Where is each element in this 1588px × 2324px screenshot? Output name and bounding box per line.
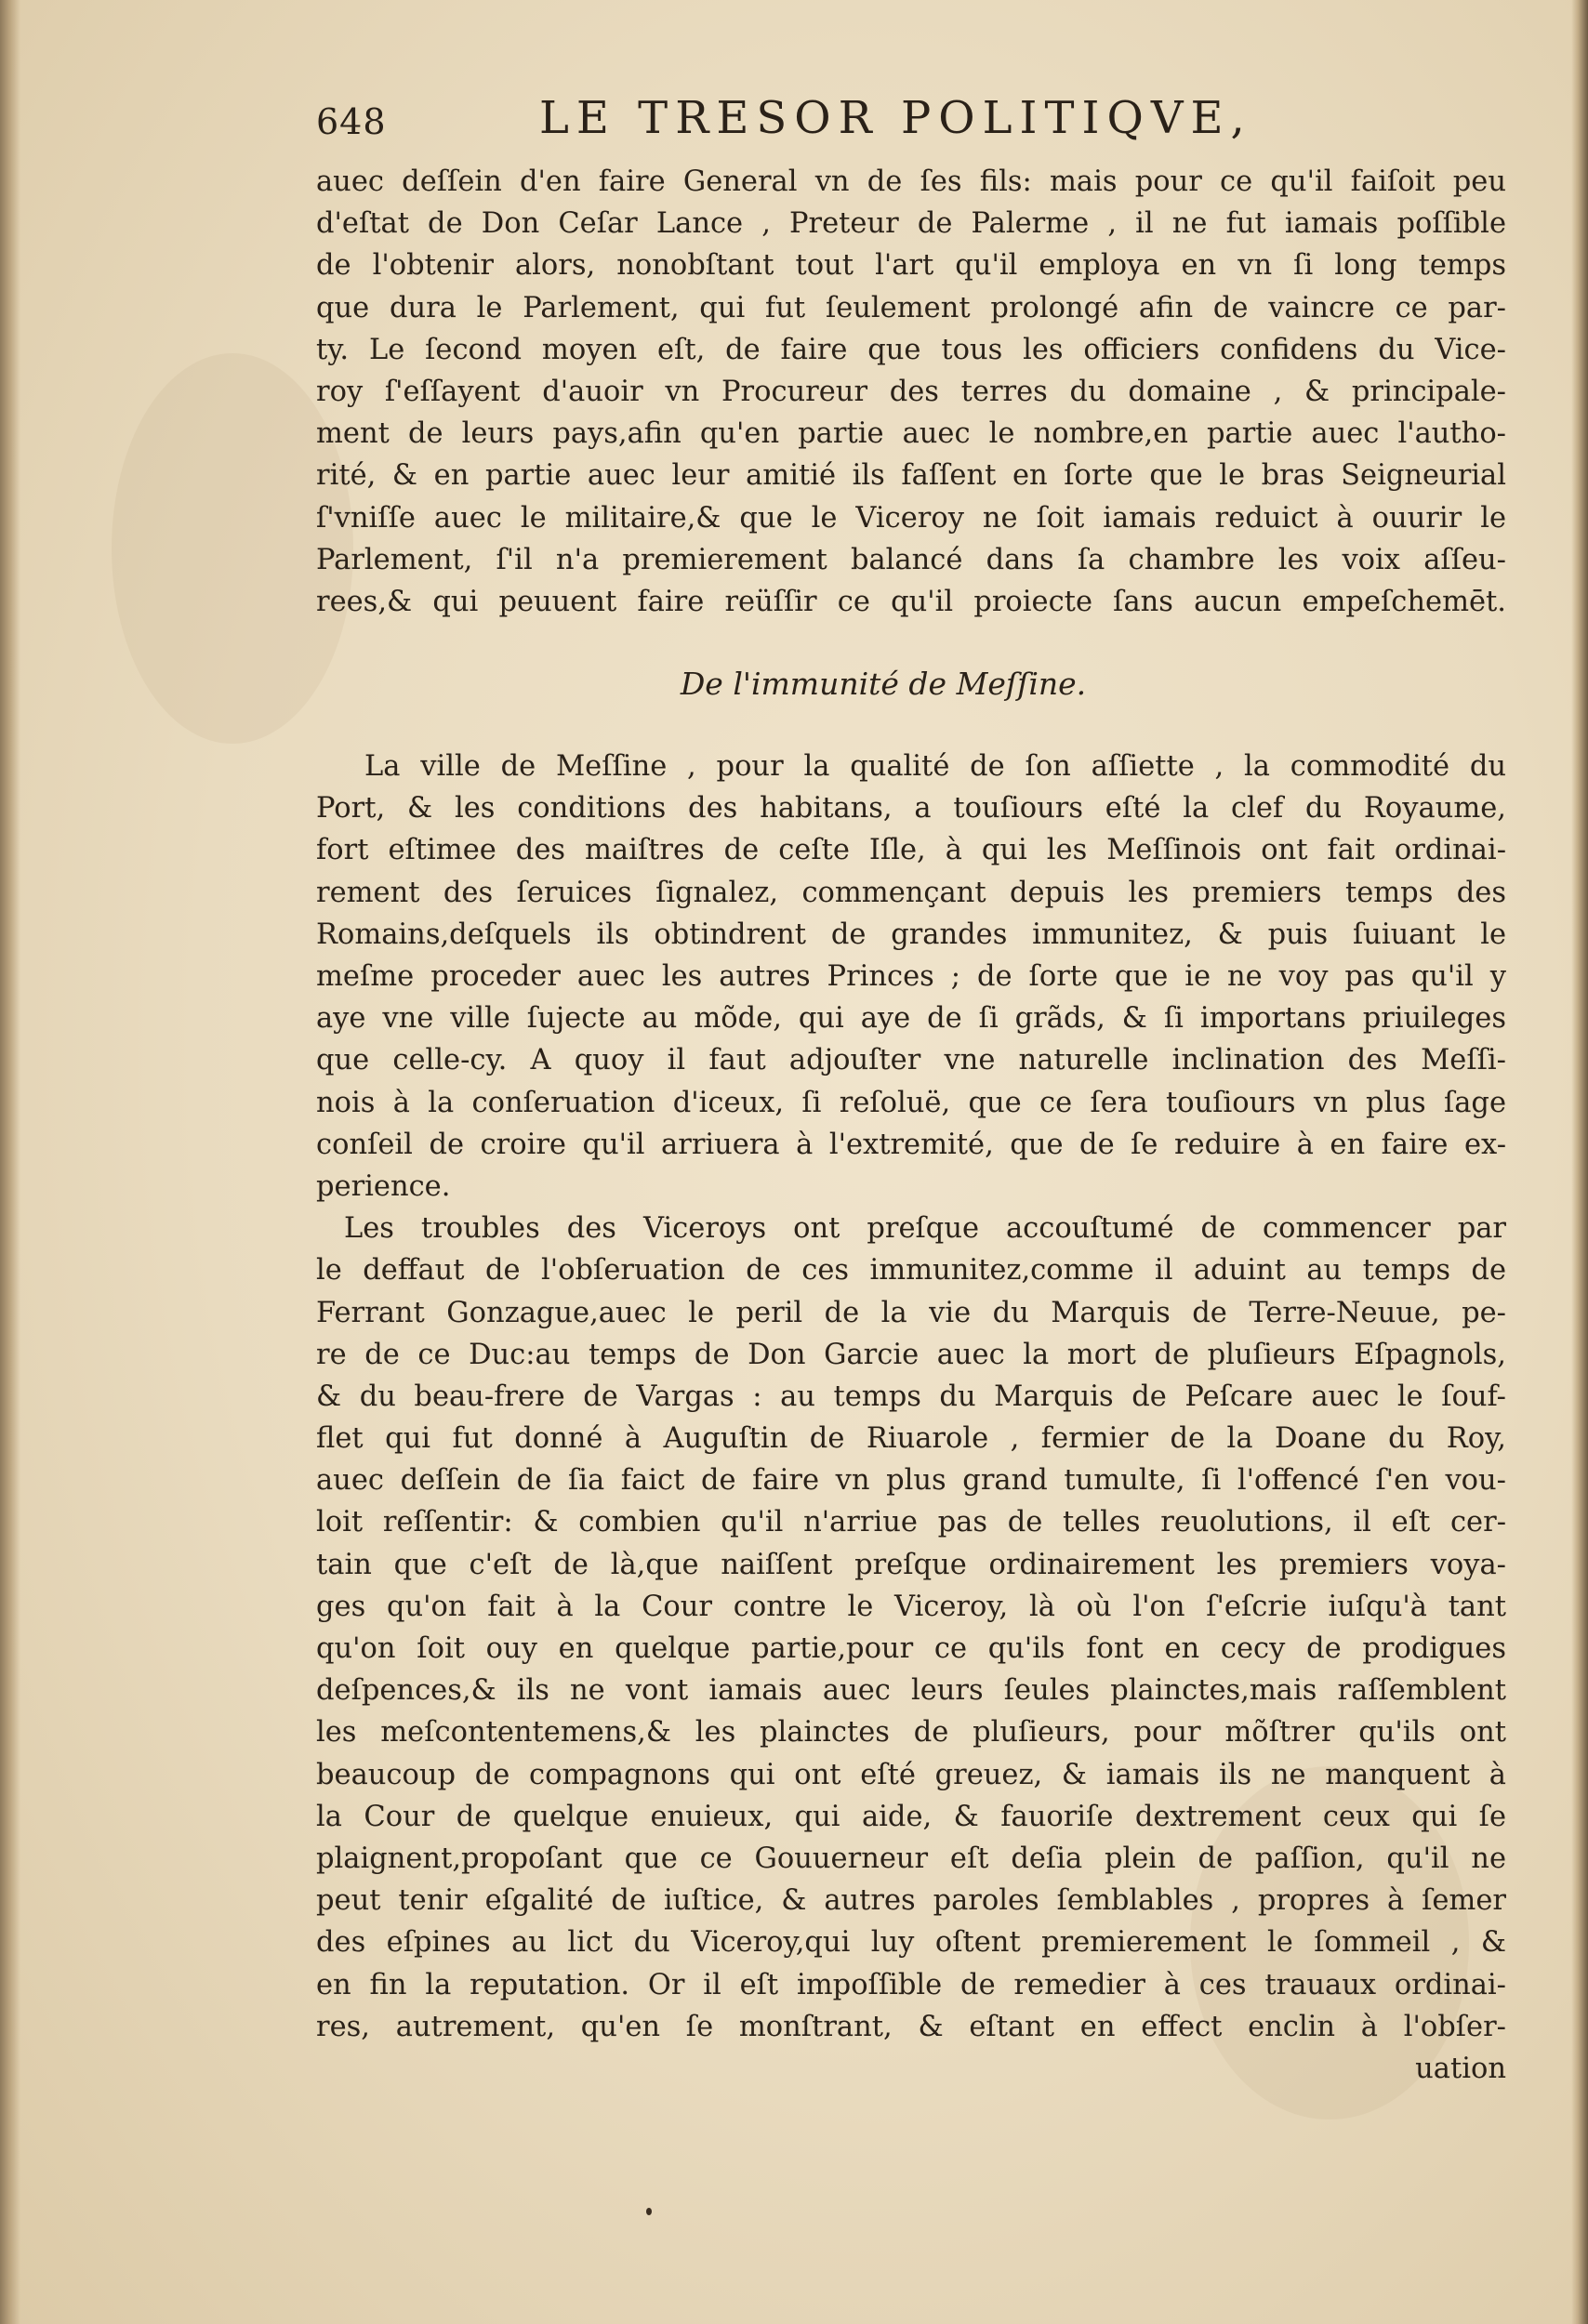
text-line: des eſpines au lict du Viceroy,qui luy oſtent premierement le ſommeil , & — [316, 1926, 1506, 1960]
paragraph-3 — [316, 1208, 1506, 2048]
text-line: deſpences,& ils ne vont iamais auec leurs ſeules plainctes,mais raſſemblent — [316, 1674, 1506, 1708]
text-line: le deffaut de l'obſeruation de ces immunitez,comme il aduint au temps de — [316, 1254, 1506, 1287]
running-head — [316, 88, 1506, 161]
text-line: d'eſtat de Don Ceſar Lance , Preteur de Palerme , il ne fut iamais poſſible — [316, 207, 1506, 241]
text-line: auec deſſein de ſia faict de faire vn plus grand tumulte, ſi l'offencé ſ'en vou- — [316, 1464, 1506, 1498]
text-line: fort eſtimee des maiſtres de ceſte Iſle, à qui les Meſſinois ont fait ordinai- — [316, 834, 1506, 867]
text-line: roy ſ'eſſayent d'auoir vn Procureur des terres du domaine , & principale- — [316, 375, 1506, 408]
text-line: Romains,deſquels ils obtindrent de grandes immunitez, & puis ſuiuant le — [316, 918, 1506, 951]
paragraph-1 — [316, 161, 1506, 623]
text-line: rité, & en partie auec leur amitié ils faſſent en ſorte que le bras Seigneurial — [316, 459, 1506, 493]
text-line: auec deſſein d'en faire General vn de ſes fils: mais pour ce qu'il faiſoit peu — [316, 165, 1506, 198]
text-line: loit reſſentir: & combien qu'il n'arriue pas de telles reuolutions, il eſt cer- — [316, 1506, 1506, 1539]
text-line: aye vne ville ſujecte au mõde, qui aye de ſi grãds, & ſi importans priuileges — [316, 1002, 1506, 1036]
ink-spot — [646, 2208, 652, 2215]
text-line: Parlement, ſ'il n'a premierement balancé dans ſa chambre les voix aſſeu- — [316, 543, 1506, 576]
text-line: en fin la reputation. Or il eſt impoſſible de remedier à ces trauaux ordinai- — [316, 1968, 1506, 2001]
text-line: peut tenir eſgalité de iuſtice, & autres paroles ſemblables , propres à ſemer — [316, 1884, 1506, 1918]
text-line: ment de leurs pays,afin qu'en partie auec le nombre,en partie auec l'autho- — [316, 417, 1506, 451]
text-line: qu'on ſoit ouy en quelque partie,pour ce qu'ils font en cecy de prodigues — [316, 1632, 1506, 1665]
text-line: Port, & les conditions des habitans, a touſiours eſté la clef du Royaume, — [316, 792, 1506, 825]
text-line: conſeil de croire qu'il arriuera à l'extremité, que de ſe reduire à en faire ex- — [316, 1128, 1506, 1161]
text-line: que celle-cy. A quoy il faut adjouſter vne naturelle inclination des Meſſi- — [316, 1044, 1506, 1077]
paragraph-2 — [316, 746, 1506, 1208]
text-line: ty. Le ſecond moyen eſt, de faire que tous les officiers confidens du Vice- — [316, 333, 1506, 366]
text-line: la Cour de quelque enuieux, qui aide, & fauoriſe dextrement ceux qui ſe — [316, 1800, 1506, 1833]
text-line: meſme proceder auec les autres Princes ; de ſorte que ie ne voy pas qu'il y — [316, 960, 1506, 993]
text-line: beaucoup de compagnons qui ont eſté greuez, & iamais ils ne manquent à — [316, 1758, 1506, 1791]
text-line: rees,& qui peuuent faire reüſſir ce qu'il proiecte ſans aucun empeſchemēt. — [316, 585, 1506, 618]
text-line: tain que c'eſt de là,que naiſſent preſque ordinairement les premiers voya- — [316, 1548, 1506, 1581]
text-line: Ferrant Gonzague,auec le peril de la vie du Marquis de Terre-Neuue, pe- — [316, 1296, 1506, 1329]
text-line: rement des ſeruices ſignalez, commençant depuis les premiers temps des — [316, 876, 1506, 909]
text-line: ſ'vniſſe auec le militaire,& que le Viceroy ne ſoit iamais reduict à ouurir le — [316, 501, 1506, 535]
text-line: perience. — [316, 1169, 451, 1203]
section-heading: De l'immunité de Meſſine. — [680, 666, 1087, 703]
text-line: & du beau-frere de Vargas : au temps du Marquis de Peſcare auec le ſouf- — [316, 1380, 1506, 1413]
text-line: les meſcontentemens,& les plainctes de pluſieurs, pour mõſtrer qu'ils ont — [316, 1716, 1506, 1750]
page-left-edge — [0, 0, 20, 2324]
page-right-edge — [1571, 0, 1588, 2324]
page-number: 648 — [316, 101, 387, 142]
text-line: re de ce Duc:au temps de Don Garcie auec la mort de pluſieurs Eſpagnols, — [316, 1338, 1506, 1371]
text-line: Les troubles des Viceroys ont preſque accouſtumé de commencer par — [344, 1212, 1506, 1246]
text-line: nois à la conſeruation d'iceux, ſi reſoluë, que ce ſera touſiours vn plus ſage — [316, 1086, 1506, 1119]
text-line: flet qui fut donné à Auguſtin de Riuarole , fermier de la Doane du Roy, — [316, 1422, 1506, 1456]
book-page — [316, 88, 1506, 2090]
running-title: LE TRESOR POLITIQVE, — [539, 92, 1252, 144]
text-line: plaignent,propoſant que ce Gouuerneur eſt deſia plein de paſſion, qu'il ne — [316, 1842, 1506, 1875]
text-line: La ville de Meſſine , pour la qualité de ſon aſſiette , la commodité du — [364, 750, 1506, 784]
text-line: ges qu'on fait à la Cour contre le Viceroy, là où l'on ſ'eſcrie iuſqu'à tant — [316, 1590, 1506, 1623]
catchword: uation — [1415, 2052, 1506, 2085]
text-line: res, autrement, qu'en ſe monſtrant, & eſtant en effect enclin à l'obſer- — [316, 2010, 1506, 2043]
text-line: de l'obtenir alors, nonobſtant tout l'art qu'il employa en vn ſi long temps — [316, 249, 1506, 283]
text-line: que dura le Parlement, qui fut ſeulement prolongé afin de vaincre ce par- — [316, 291, 1506, 324]
